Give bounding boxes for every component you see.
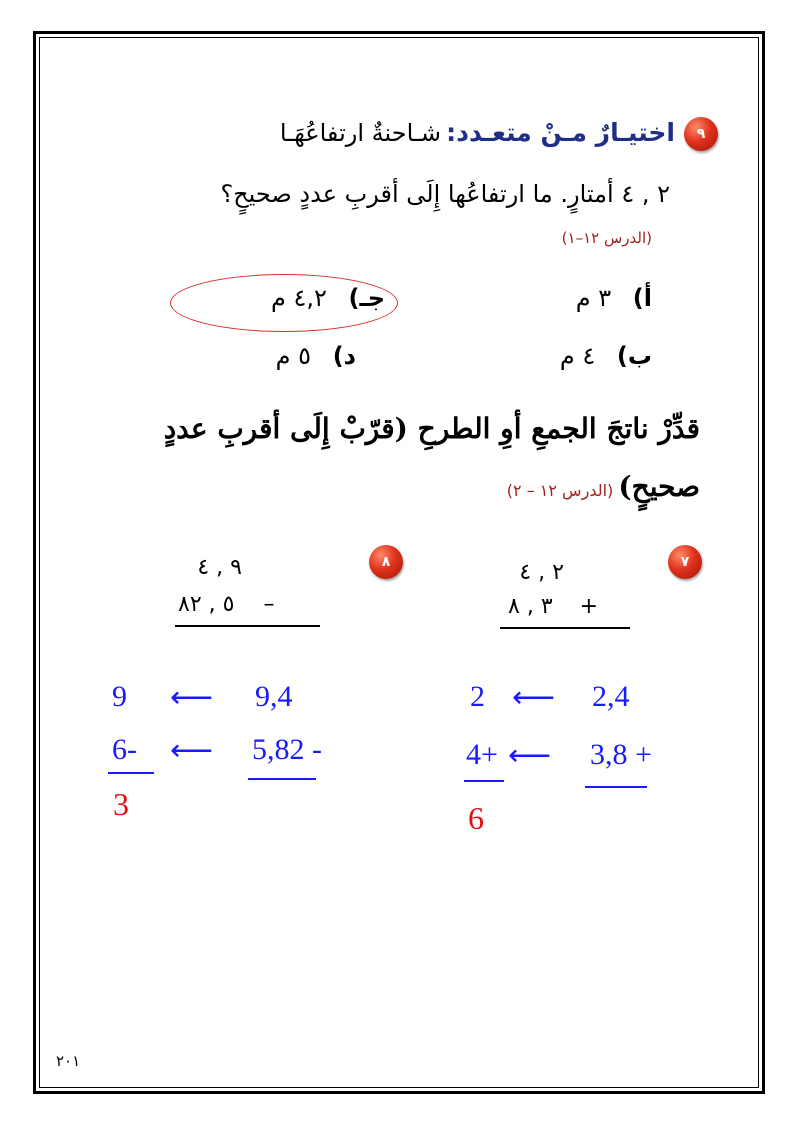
exercise-7-bottom: ٣ , ٨	[508, 594, 553, 619]
choice-a-letter: أ)	[632, 284, 652, 312]
choice-a-value: ٣ م	[575, 284, 612, 312]
question-9-heading: اختيـارٌ مـنْ متعـدد:	[446, 118, 675, 147]
question-9-heading-rest: شـاحنةٌ ارتفاعُهَـا	[279, 119, 442, 147]
question-9-badge	[684, 117, 718, 151]
choice-d	[276, 342, 356, 370]
exercise-7-rule	[500, 627, 630, 629]
choice-d-letter: د)	[332, 342, 356, 370]
exercise-8-badge	[369, 545, 403, 579]
ex8-row2-arrow: ⟵	[170, 734, 214, 767]
exercise-7-top: ٢ , ٤	[519, 560, 564, 585]
choice-d-value: ٥ م	[275, 342, 312, 370]
ex8-rounded-rule	[108, 772, 154, 774]
choice-b-letter: ب)	[616, 342, 652, 370]
ex8-row1-arrow: ⟵	[170, 681, 214, 714]
ex7-row1-arrow: ⟵	[512, 681, 556, 714]
exercise-7-number: ٧	[680, 554, 690, 570]
exercise-8-top: ٩ , ٤	[197, 555, 242, 580]
choice-c	[271, 284, 385, 312]
choice-a	[576, 284, 652, 312]
ex7-result: 6	[468, 800, 484, 836]
ex8-result: 3	[113, 786, 129, 822]
ex8-row1-rounded: 9	[112, 680, 127, 713]
exercise-8-rule	[175, 625, 320, 627]
ex7-row2-original: 3,8 +	[590, 738, 652, 771]
page-number: ٢٠١	[56, 1052, 81, 1070]
section-lesson-ref: (الدرس ١٢ – ٢)	[506, 481, 614, 500]
exercise-8-number: ٨	[381, 554, 391, 570]
question-9-number: ٩	[696, 126, 706, 142]
ex8-row2-rounded: 6-	[112, 733, 137, 766]
ex8-row2-original: 5,82 -	[252, 733, 322, 766]
ex7-row1-rounded: 2	[470, 680, 485, 713]
ex7-original-rule	[585, 786, 647, 788]
choice-c-letter: جـ)	[348, 284, 385, 312]
choice-b-value: ٤ م	[559, 342, 596, 370]
ex7-row2-arrow: ⟵	[508, 739, 552, 772]
section-instruction-line2	[507, 470, 700, 503]
exercise-8-operator: –	[263, 592, 275, 617]
ex7-row1-original: 2,4	[592, 680, 630, 713]
exercise-8-bottom: ٥ , ٨٢	[178, 592, 235, 617]
exercise-8-bottom-row	[178, 592, 274, 617]
question-9-text: ٢ , ٤ أمتارٍ. ما ارتفاعُها إِلَى أقربِ عددٍ صحيحٍ؟	[220, 180, 670, 208]
ex8-original-rule	[248, 778, 316, 780]
question-9-lesson-ref: (الدرس ١٢–١)	[561, 229, 652, 247]
choice-c-value: ٤,٢ م	[270, 284, 327, 312]
question-9-heading-line	[280, 118, 675, 147]
ex7-row2-rounded: 4+	[466, 738, 498, 771]
exercise-7-operator: +	[579, 594, 599, 619]
ex7-rounded-rule	[464, 780, 504, 782]
choice-b	[560, 342, 652, 370]
section-instruction-word: صحيحٍ)	[618, 470, 700, 503]
ex8-row1-original: 9,4	[255, 680, 293, 713]
section-instruction-line1: قدِّرْ ناتجَ الجمعِ أوِ الطرحِ (قرّبْ إِلَى أقربِ عددٍ	[163, 412, 700, 445]
exercise-7-badge	[668, 545, 702, 579]
exercise-7-bottom-row	[508, 594, 598, 619]
